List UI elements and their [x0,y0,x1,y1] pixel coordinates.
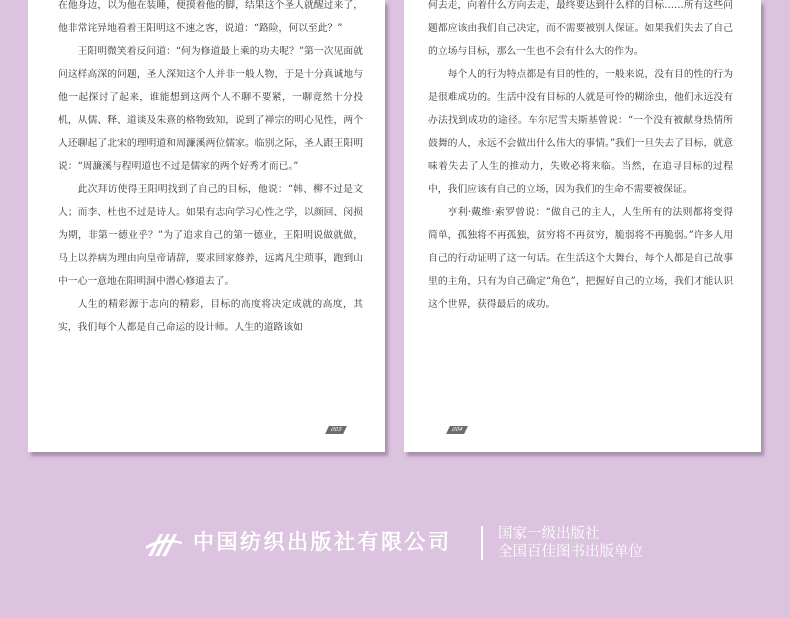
publisher-tagline-2: 全国百佳图书出版单位 [498,544,643,560]
publisher-name: 中国纺织出版社有限公司 [193,529,452,554]
paragraph: 在他身边，以为他在装睡，便摸着他的脚，结果这个圣人就醒过来了，他非常诧异地看着王阳明这不速之客，说道：“路险，何以至此？” [58,0,363,34]
left-page [28,0,385,452]
right-page-body [428,0,733,316]
page-number: 004 [446,426,468,434]
publisher-tagline-1: 国家一级出版社 [498,526,600,542]
right-page [404,0,761,452]
publisher-footer [0,520,790,570]
paragraph: 亨利·戴维·索罗曾说：“做自己的主人，人生所有的法则都将变得简单，孤独将不再孤独，贫穷将不再贫穷，脆弱将不再脆弱。”许多人用自己的行动证明了这一句话。在生活这个大舞台，每个人都是自己故事里的主角，只有为自己确定“角色”，把握好自己的立场，我们才能认识这个世界，获得最后的成功。 [428,207,733,310]
publisher-logo-icon [146,530,182,558]
page-number: 003 [325,426,347,434]
left-page-body [58,0,363,339]
paragraph: 人生的精彩源于志向的精彩，目标的高度将决定成就的高度，其实，我们每个人都是自己命运的设计师。人生的道路该如 [58,299,363,333]
paragraph: 王阳明微笑着反问道：“何为修道最上乘的功夫呢？”第一次见面就问这样高深的问题，圣人深知这个人并非一般人物，于是十分真诚地与他一起探讨了起来，谁能想到这两个人不聊不要紧，一聊竟然十分投机，从儒、释、道谈及朱熹的格物致知，说到了禅宗的明心见性，两个人还聊起了北宋的理明道和周濂溪两位儒家。临别之际，圣人跟王阳明说：“周濂溪与程明道也不过是儒家的两个好秀才而已。” [58,46,363,172]
paragraph: 每个人的行为特点都是有目的性的，一般来说，没有目的性的行为是很难成功的。生活中没有目标的人就是可怜的糊涂虫，他们永远没有办法找到成功的途径。车尔尼雪夫斯基曾说：“一个没有被献身热情所鼓舞的人，永远不会做出什么伟大的事情。”我们一旦失去了目标，就意味着失去了人生的推动力，失败必将来临。当然，在追寻目标的过程中，我们应该有自己的立场，因为我们的生命不需要被保证。 [428,69,733,195]
paragraph: 此次拜访使得王阳明找到了自己的目标，他说：“韩、柳不过是文人；而李、杜也不过是诗人。如果有志向学习心性之学，以颜回、闵损为期，非第一德业乎？”为了追求自己的第一德业，王阳明说做就做，马上以养病为理由向皇帝请辞，要求回家修养，远离凡尘琐事，跑到山中一心一意地在阳明洞中潜心修道去了。 [58,184,363,287]
paragraph: 何去走，向着什么方向去走，最终要达到什么样的目标……所有这些问题都应该由我们自己决定，而不需要被别人保证。如果我们失去了自己的立场与目标，那么一生也不会有什么大的作为。 [428,0,733,57]
footer-divider [481,526,483,560]
